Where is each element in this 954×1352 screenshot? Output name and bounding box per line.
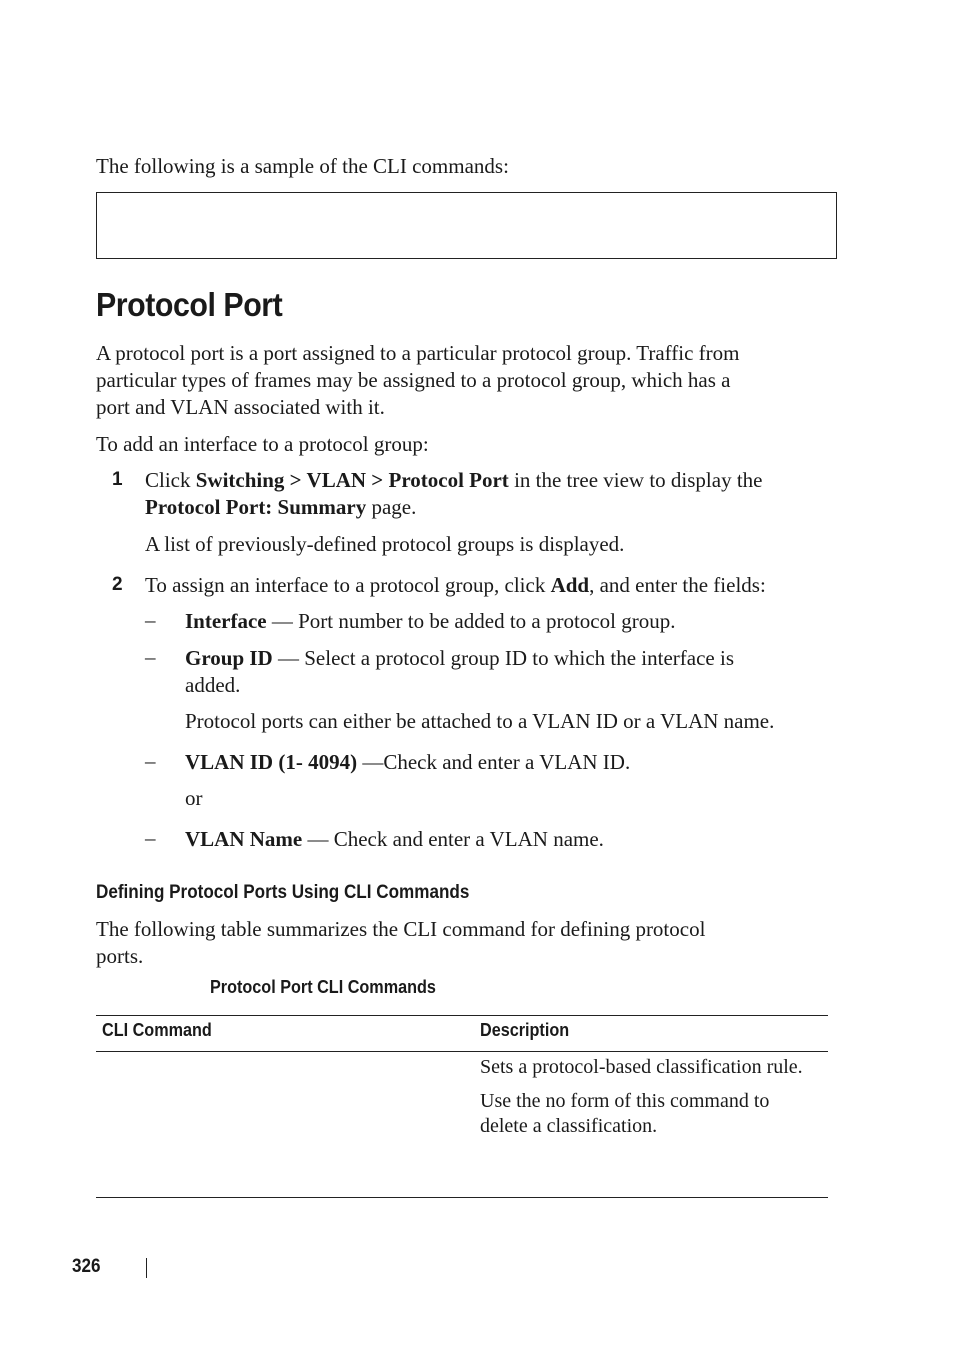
field-description: — Check and enter a VLAN name.	[302, 827, 604, 851]
footer-divider	[146, 1258, 147, 1278]
paragraph-line: port and VLAN associated with it.	[96, 395, 385, 419]
table-bottom-rule	[96, 1197, 828, 1198]
step-1-line-2	[145, 494, 763, 521]
table-header-command: CLI Command	[102, 1020, 212, 1040]
field-group-id	[185, 645, 734, 699]
add-interface-intro: To add an interface to a protocol group:	[96, 432, 429, 456]
bullet-dash: –	[145, 749, 156, 773]
step-2-text	[145, 572, 766, 599]
page-heading: Protocol Port	[96, 286, 283, 323]
field-label: VLAN ID (1- 4094)	[185, 750, 358, 774]
intro-sample-text: The following is a sample of the CLI commands:	[96, 154, 509, 178]
field-description: — Port number to be added to a protocol group.	[266, 609, 676, 633]
step-1-line-1	[145, 467, 763, 494]
text-run: Click	[145, 468, 196, 492]
table-header-rule	[96, 1051, 828, 1052]
table-header-description: Description	[480, 1020, 570, 1040]
text-run: To assign an interface to a protocol group, click	[145, 573, 551, 597]
field-label: Group ID	[185, 646, 273, 670]
add-label: Add	[550, 573, 590, 597]
step-1-note: A list of previously-defined protocol groups is displayed.	[145, 532, 625, 556]
text-run: , and enter the fields:	[589, 573, 766, 597]
bullet-dash: –	[145, 608, 156, 632]
description-line: Use the no form of this command to	[480, 1090, 770, 1112]
paragraph-line: The following table summarizes the CLI command for defining protocol	[96, 917, 706, 941]
cli-sample-box	[96, 192, 837, 259]
table-caption: Protocol Port CLI Commands	[210, 977, 436, 997]
or-text: or	[185, 786, 203, 810]
step-number-1: 1	[112, 469, 123, 490]
field-vlan-id	[185, 749, 630, 776]
paragraph-line: particular types of frames may be assigned to a protocol group, which has a	[96, 368, 731, 392]
page-name: Protocol Port: Summary	[145, 495, 367, 519]
section-subheading: Defining Protocol Ports Using CLI Commands	[96, 882, 470, 903]
step-1-text	[145, 467, 763, 521]
table-intro-paragraph	[96, 916, 705, 970]
bullet-dash: –	[145, 645, 156, 669]
paragraph-line: ports.	[96, 944, 144, 968]
menu-path: Switching > VLAN > Protocol Port	[195, 468, 509, 492]
field-description: — Select a protocol group ID to which the interface is	[272, 646, 735, 670]
intro-paragraph	[96, 340, 739, 421]
description-line: delete a classification.	[480, 1115, 658, 1137]
field-description: —Check and enter a VLAN ID.	[357, 750, 631, 774]
table-cell-description-2	[480, 1089, 769, 1139]
field-vlan-name	[185, 826, 604, 853]
field-label: Interface	[185, 609, 267, 633]
field-label: VLAN Name	[185, 827, 303, 851]
field-interface	[185, 608, 675, 635]
table-cell-description-1: Sets a protocol-based classification rule.	[480, 1056, 803, 1078]
paragraph-line: A protocol port is a port assigned to a particular protocol group. Traffic from	[96, 341, 740, 365]
text-run: in the tree view to display the	[508, 468, 763, 492]
bullet-dash: –	[145, 826, 156, 850]
field-description-cont: added.	[185, 673, 241, 697]
table-top-rule	[96, 1015, 828, 1016]
step-number-2: 2	[112, 574, 123, 595]
attach-note: Protocol ports can either be attached to a VLAN ID or a VLAN name.	[185, 709, 775, 733]
text-run: page.	[366, 495, 417, 519]
page-number: 326	[72, 1256, 101, 1277]
